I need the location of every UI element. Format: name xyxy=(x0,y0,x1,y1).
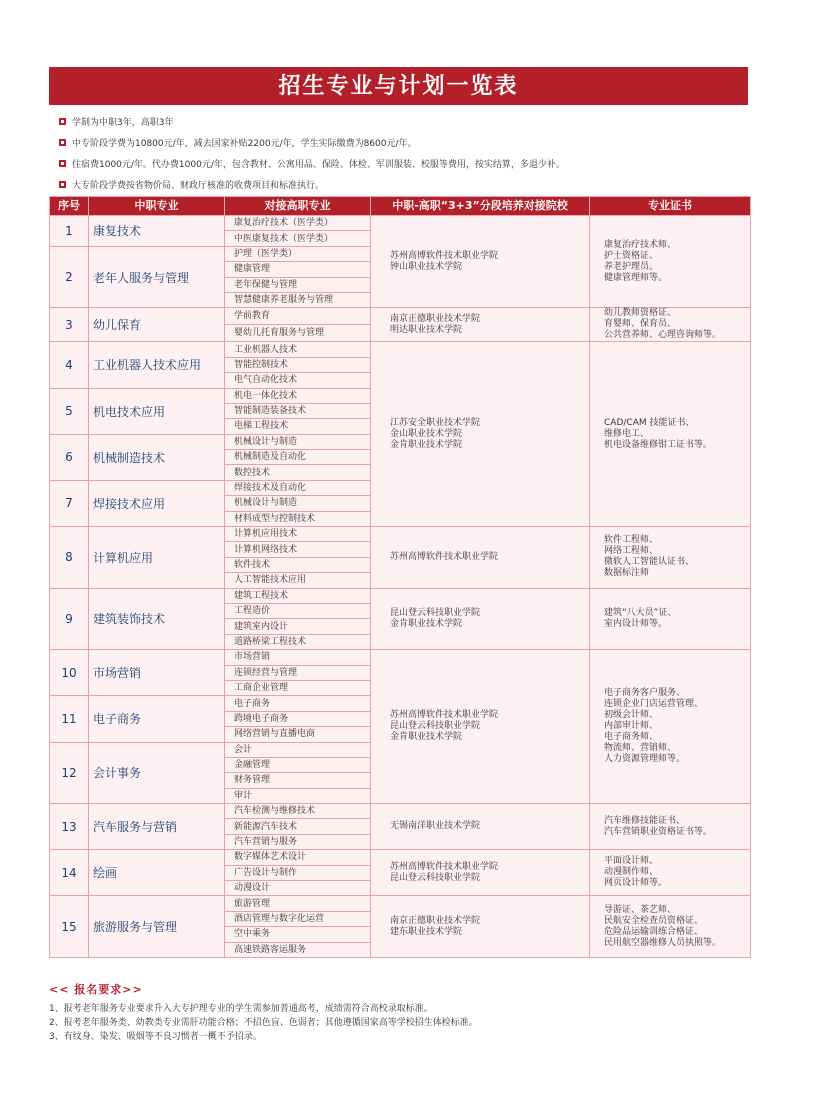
higher-major: 电梯工程技术 xyxy=(225,419,371,434)
certificate-name: 平面设计师、 xyxy=(604,856,659,867)
higher-major: 材料成型与控制技术 xyxy=(225,511,371,526)
table-row xyxy=(50,342,751,357)
school-name: 南京正德职业技术学院 xyxy=(390,915,481,926)
higher-major: 智能制造装备技术 xyxy=(225,403,371,418)
secondary-major: 机电技术应用 xyxy=(89,388,225,434)
certificate-name: 室内设计师等。 xyxy=(604,618,668,629)
higher-major: 学前教育 xyxy=(225,308,371,325)
certificates xyxy=(590,650,751,804)
square-bullet-icon xyxy=(59,181,66,188)
row-number: 13 xyxy=(50,804,89,850)
school-name: 苏州高博软件技术职业学院 xyxy=(390,861,499,872)
row-number: 3 xyxy=(50,308,89,342)
certificate-name: 汽车维修技能证书、 xyxy=(604,815,686,826)
higher-major: 动漫设计 xyxy=(225,881,371,896)
higher-major: 新能源汽车技术 xyxy=(225,819,371,834)
certificate-name: 内部审计师、 xyxy=(604,721,659,732)
secondary-major: 市场营销 xyxy=(89,650,225,696)
row-number: 11 xyxy=(50,696,89,742)
higher-major: 护理（医学类） xyxy=(225,246,371,261)
certificate-name: 健康管理师等。 xyxy=(604,272,668,283)
page-title: 招生专业与计划一览表 xyxy=(49,67,748,105)
row-number: 15 xyxy=(50,896,89,958)
higher-major: 工程造价 xyxy=(225,603,371,618)
certificate-name: 民用航空器维修人员执照等。 xyxy=(604,937,722,948)
higher-major: 连锁经营与管理 xyxy=(225,665,371,680)
table-row xyxy=(50,308,751,325)
school-name: 金山职业技术学院 xyxy=(390,428,463,439)
table-body xyxy=(50,216,751,958)
certificate-name: 幼儿教师资格证、 xyxy=(604,308,677,319)
partner-schools xyxy=(371,850,590,896)
secondary-major: 老年人服务与管理 xyxy=(89,246,225,308)
certificate-name: 数据标注师 xyxy=(604,568,650,579)
certificate-name: 网页设计师等。 xyxy=(604,878,668,889)
certificate-name: 微软人工智能认证书、 xyxy=(604,557,695,568)
school-name: 金肯职业技术学院 xyxy=(390,732,463,743)
certificates xyxy=(590,308,751,342)
certificate-name: 护士资格证、 xyxy=(604,250,659,261)
certificate-name: 汽车营销职业资格证书等。 xyxy=(604,826,713,837)
higher-major: 高速铁路客运服务 xyxy=(225,942,371,957)
secondary-major: 焊接技术应用 xyxy=(89,480,225,526)
partner-schools xyxy=(371,308,590,342)
certificate-name: 导游证、茶艺师、 xyxy=(604,904,677,915)
requirement-item: 2、报考老年服务类、幼教类专业需肝功能合格；不招色盲、色弱者；其他遵循国家高等学校招生体检标准。 xyxy=(49,1018,478,1028)
requirements-title: << 报名要求>> xyxy=(49,983,143,996)
row-number: 10 xyxy=(50,650,89,696)
table-row xyxy=(50,850,751,865)
table-row xyxy=(50,650,751,665)
note-item: 中专阶段学费为10800元/年，减去国家补贴2200元/年，学生实际缴费为8600元/年。 xyxy=(59,134,749,155)
higher-major: 网络营销与直播电商 xyxy=(225,727,371,742)
school-name: 金肯职业技术学院 xyxy=(390,618,463,629)
certificates xyxy=(590,342,751,527)
higher-major: 康复治疗技术（医学类） xyxy=(225,216,371,231)
higher-major: 财务管理 xyxy=(225,773,371,788)
partner-schools xyxy=(371,804,590,850)
higher-major: 机械设计与制造 xyxy=(225,434,371,449)
header-partner-schools: 中职-高职“3+3”分段培养对接院校 xyxy=(371,197,590,216)
partner-schools xyxy=(371,216,590,308)
table-row xyxy=(50,588,751,603)
certificate-name: 动漫制作师、 xyxy=(604,867,659,878)
partner-schools xyxy=(371,342,590,527)
higher-major: 汽车检测与维修技术 xyxy=(225,804,371,819)
school-name: 金肯职业技术学院 xyxy=(390,439,463,450)
note-item: 住宿费1000元/年。代办费1000元/年，包含教材、公寓用品、保险、体检、军训服装、校服等费用，按实结算，多退少补。 xyxy=(59,155,749,176)
requirement-item: 1、报考老年服务专业要求升入大专护理专业的学生需参加普通高考，成绩需符合高校录取标准。 xyxy=(49,1004,433,1014)
secondary-major: 绘画 xyxy=(89,850,225,896)
higher-major: 广告设计与制作 xyxy=(225,865,371,880)
secondary-major: 会计事务 xyxy=(89,742,225,804)
certificate-name: 建筑“八大员”证、 xyxy=(604,607,677,618)
certificates xyxy=(590,850,751,896)
higher-major: 老年保健与管理 xyxy=(225,277,371,292)
certificate-name: 初级会计师、 xyxy=(604,710,659,721)
certificate-name: 软件工程师、 xyxy=(604,535,659,546)
higher-major: 计算机网络技术 xyxy=(225,542,371,557)
higher-major: 数字媒体艺术设计 xyxy=(225,850,371,865)
row-number: 7 xyxy=(50,480,89,526)
higher-major: 市场营销 xyxy=(225,650,371,665)
school-name: 南京正德职业技术学院 xyxy=(390,313,481,324)
higher-major: 工业机器人技术 xyxy=(225,342,371,357)
higher-major: 人工智能技术应用 xyxy=(225,573,371,588)
higher-major: 电气自动化技术 xyxy=(225,373,371,388)
table-row xyxy=(50,896,751,911)
certificate-name: 康复治疗技术师、 xyxy=(604,239,677,250)
higher-major: 智能控制技术 xyxy=(225,357,371,372)
higher-major: 金融管理 xyxy=(225,757,371,772)
notes-list xyxy=(59,113,749,197)
higher-major: 机械设计与制造 xyxy=(225,496,371,511)
higher-major: 工商企业管理 xyxy=(225,680,371,695)
row-number: 14 xyxy=(50,850,89,896)
secondary-major: 幼儿保育 xyxy=(89,308,225,342)
row-number: 1 xyxy=(50,216,89,247)
certificate-name: 养老护理员、 xyxy=(604,261,659,272)
row-number: 6 xyxy=(50,434,89,480)
school-name: 昆山登云科技职业学院 xyxy=(390,607,481,618)
certificate-name: 危险品运输训练合格证、 xyxy=(604,926,704,937)
higher-major: 软件技术 xyxy=(225,557,371,572)
secondary-major: 机械制造技术 xyxy=(89,434,225,480)
higher-major: 建筑室内设计 xyxy=(225,619,371,634)
row-number: 8 xyxy=(50,527,89,589)
row-number: 2 xyxy=(50,246,89,308)
school-name: 钟山职业技术学院 xyxy=(390,261,463,272)
higher-major: 机械制造及自动化 xyxy=(225,450,371,465)
secondary-major: 计算机应用 xyxy=(89,527,225,589)
higher-major: 跨境电子商务 xyxy=(225,711,371,726)
table-header-row xyxy=(50,197,751,216)
secondary-major: 旅游服务与管理 xyxy=(89,896,225,958)
school-name: 明达职业技术学院 xyxy=(390,324,463,335)
higher-major: 道路桥梁工程技术 xyxy=(225,634,371,649)
square-bullet-icon xyxy=(59,139,66,146)
higher-major: 机电一体化技术 xyxy=(225,388,371,403)
school-name: 江苏安全职业技术学院 xyxy=(390,417,481,428)
higher-major: 健康管理 xyxy=(225,262,371,277)
header-certificates: 专业证书 xyxy=(590,197,751,216)
higher-major: 智慧健康养老服务与管理 xyxy=(225,292,371,307)
higher-major: 空中乘务 xyxy=(225,927,371,942)
higher-major: 焊接技术及自动化 xyxy=(225,480,371,495)
school-name: 苏州高博软件技术职业学院 xyxy=(390,710,499,721)
school-name: 昆山登云科技职业学院 xyxy=(390,872,481,883)
certificate-name: 机电设备维修钳工证书等。 xyxy=(604,439,713,450)
certificate-name: 维修电工、 xyxy=(604,428,650,439)
certificate-name: 人力资源管理师等。 xyxy=(604,754,686,765)
header-number: 序号 xyxy=(50,197,89,216)
row-number: 5 xyxy=(50,388,89,434)
header-higher-major: 对接高职专业 xyxy=(225,197,371,216)
note-item: 学制为中职3年，高职3年 xyxy=(59,113,749,134)
higher-major: 汽车营销与服务 xyxy=(225,834,371,849)
square-bullet-icon xyxy=(59,118,66,125)
school-name: 昆山登云科技职业学院 xyxy=(390,721,481,732)
higher-major: 婴幼儿托育服务与管理 xyxy=(225,325,371,342)
partner-schools xyxy=(371,527,590,589)
certificate-name: 育婴师、保育员、 xyxy=(604,319,677,330)
requirements-section xyxy=(49,983,769,1044)
secondary-major: 汽车服务与营销 xyxy=(89,804,225,850)
higher-major: 会计 xyxy=(225,742,371,757)
square-bullet-icon xyxy=(59,160,66,167)
certificate-name: 电子商务客户服务、 xyxy=(604,688,686,699)
school-name: 苏州高博软件技术职业学院 xyxy=(390,551,499,562)
partner-schools xyxy=(371,588,590,650)
partner-schools xyxy=(371,650,590,804)
certificate-name: CAD/CAM 技能证书、 xyxy=(604,417,695,428)
requirement-item: 3、有纹身、染发、吸烟等不良习惯者一概不予招录。 xyxy=(49,1032,262,1042)
higher-major: 数控技术 xyxy=(225,465,371,480)
secondary-major: 工业机器人技术应用 xyxy=(89,342,225,388)
secondary-major: 电子商务 xyxy=(89,696,225,742)
school-name: 无锡南洋职业技术学院 xyxy=(390,821,481,832)
table-row xyxy=(50,216,751,231)
certificates xyxy=(590,216,751,308)
school-name: 建东职业技术学院 xyxy=(390,926,463,937)
higher-major: 审计 xyxy=(225,788,371,803)
certificate-name: 网络工程师、 xyxy=(604,546,659,557)
table-row xyxy=(50,527,751,542)
certificates xyxy=(590,804,751,850)
certificates xyxy=(590,527,751,589)
higher-major: 酒店管理与数字化运营 xyxy=(225,911,371,926)
certificates xyxy=(590,588,751,650)
certificate-name: 电子商务师、 xyxy=(604,732,659,743)
higher-major: 计算机应用技术 xyxy=(225,527,371,542)
row-number: 12 xyxy=(50,742,89,804)
higher-major: 中医康复技术（医学类） xyxy=(225,231,371,246)
higher-major: 电子商务 xyxy=(225,696,371,711)
enrollment-table xyxy=(49,196,751,958)
certificate-name: 物流师、营销师、 xyxy=(604,743,677,754)
certificates xyxy=(590,896,751,958)
row-number: 9 xyxy=(50,588,89,650)
certificate-name: 连锁企业门店运营管理、 xyxy=(604,699,704,710)
school-name: 苏州高博软件技术职业学院 xyxy=(390,250,499,261)
partner-schools xyxy=(371,896,590,958)
secondary-major: 建筑装饰技术 xyxy=(89,588,225,650)
row-number: 4 xyxy=(50,342,89,388)
certificate-name: 民航安全检查员资格证、 xyxy=(604,915,704,926)
higher-major: 建筑工程技术 xyxy=(225,588,371,603)
note-item: 大专阶段学费按省物价局、财政厅核准的收费项目和标准执行。 xyxy=(59,176,749,197)
table-row xyxy=(50,804,751,819)
secondary-major: 康复技术 xyxy=(89,216,225,247)
higher-major: 旅游管理 xyxy=(225,896,371,911)
header-major: 中职专业 xyxy=(89,197,225,216)
certificate-name: 公共营养师、心理咨询师等。 xyxy=(604,330,722,341)
